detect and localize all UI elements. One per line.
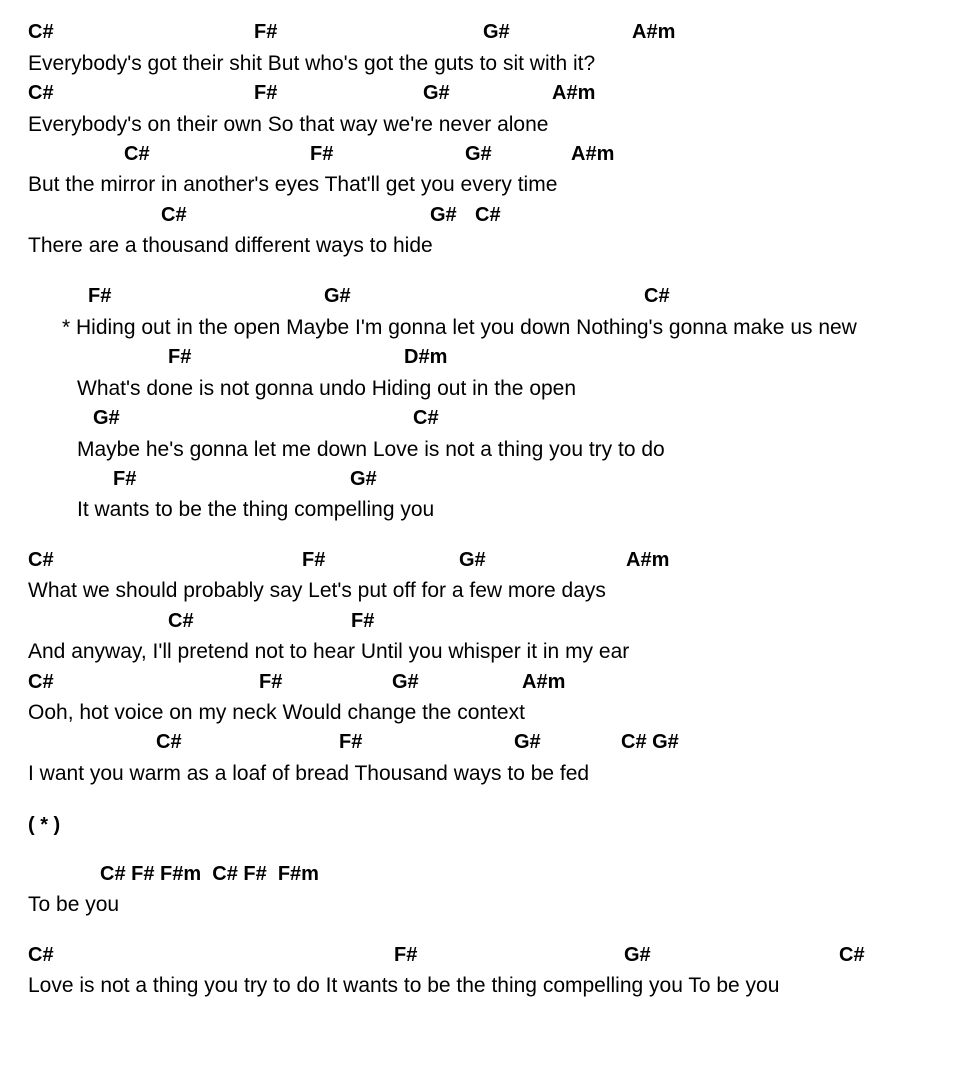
chord-sequence: C# F# F#m C# F# F#m (100, 863, 319, 885)
chord: C# (644, 285, 670, 307)
chord: G# (514, 731, 541, 753)
lyric: And anyway, I'll pretend not to hear Until you whisper it in my ear (28, 640, 630, 663)
chord: C# (161, 204, 187, 226)
chord-line (0, 862, 960, 890)
chord-line (0, 20, 960, 48)
chord: F# (88, 285, 112, 307)
chord: G# (93, 407, 120, 429)
chord-line (0, 81, 960, 109)
chord: C# (124, 143, 150, 165)
chord-line (0, 406, 960, 434)
chord: A#m (626, 549, 670, 571)
lyric-line (0, 700, 960, 728)
repeat-marker-line (0, 813, 960, 841)
chord-line (0, 345, 960, 373)
lyric-line (0, 497, 960, 525)
chord: C# (28, 671, 54, 693)
lyric: I want you warm as a loaf of bread Thousand ways to be fed (28, 762, 590, 785)
chord-line (0, 284, 960, 312)
lyric: Everybody's on their own So that way we're never alone (28, 113, 549, 136)
lyric: What we should probably say Let's put off for a few more days (28, 579, 606, 602)
lyric-line (0, 233, 960, 261)
lyric: To be you (28, 893, 120, 916)
chord: C# (413, 407, 439, 429)
chord: G# (430, 204, 457, 226)
chord: F# (339, 731, 363, 753)
chord-line (0, 203, 960, 231)
chord-line (0, 730, 960, 758)
lyric: Love is not a thing you try to do It wants to be the thing compelling you To be you (28, 974, 780, 997)
chord: C# (28, 21, 54, 43)
chord-line (0, 943, 960, 971)
repeat-marker: ( * ) (28, 814, 61, 836)
chord: D#m (404, 346, 448, 368)
lyric-line (0, 892, 960, 920)
chord: F# (310, 143, 334, 165)
chord: F# (254, 21, 278, 43)
chord: A#m (522, 671, 566, 693)
lyric: Ooh, hot voice on my neck Would change the context (28, 701, 525, 724)
chord: C# (156, 731, 182, 753)
chord-line (0, 142, 960, 170)
chord: G# (465, 143, 492, 165)
chord: G# (324, 285, 351, 307)
lyric-line (0, 578, 960, 606)
chord: G# (483, 21, 510, 43)
chord: F# (168, 346, 192, 368)
lyric: * Hiding out in the open Maybe I'm gonna let you down Nothing's gonna make us new (62, 316, 857, 339)
chord: F# (394, 944, 418, 966)
chord: G# (350, 468, 377, 490)
lyric-line (0, 172, 960, 200)
chord: F# (302, 549, 326, 571)
lyric-line (0, 437, 960, 465)
chord: F# (259, 671, 283, 693)
chord-line (0, 609, 960, 637)
chord: C# (28, 549, 54, 571)
chord: C# (28, 82, 54, 104)
chord: A#m (571, 143, 615, 165)
chord: A#m (552, 82, 596, 104)
chord: F# (351, 610, 375, 632)
lyric: Maybe he's gonna let me down Love is not a thing you try to do (77, 438, 665, 461)
lyric: But the mirror in another's eyes That'll get you every time (28, 173, 558, 196)
chord: G# (392, 671, 419, 693)
lyric-line (0, 315, 960, 343)
chord: F# (254, 82, 278, 104)
chord: C# (28, 944, 54, 966)
chord: C# (168, 610, 194, 632)
lyric-line (0, 51, 960, 79)
lyric: It wants to be the thing compelling you (77, 498, 435, 521)
lyric: Everybody's got their shit But who's got the guts to sit with it? (28, 52, 596, 75)
lyric: What's done is not gonna undo Hiding out in the open (77, 377, 577, 400)
chord: C# G# (621, 731, 679, 753)
lyric-line (0, 112, 960, 140)
chord-line (0, 548, 960, 576)
lyric: There are a thousand different ways to hide (28, 234, 433, 257)
lyric-line (0, 973, 960, 1001)
chord: G# (423, 82, 450, 104)
chord-line (0, 670, 960, 698)
chord-line (0, 467, 960, 495)
chord: A#m (632, 21, 676, 43)
lyric-line (0, 376, 960, 404)
lyric-line (0, 761, 960, 789)
chord: F# (113, 468, 137, 490)
chord: G# (459, 549, 486, 571)
lyric-line (0, 639, 960, 667)
chord: C# (475, 204, 501, 226)
chord: G# (624, 944, 651, 966)
chord: C# (839, 944, 865, 966)
